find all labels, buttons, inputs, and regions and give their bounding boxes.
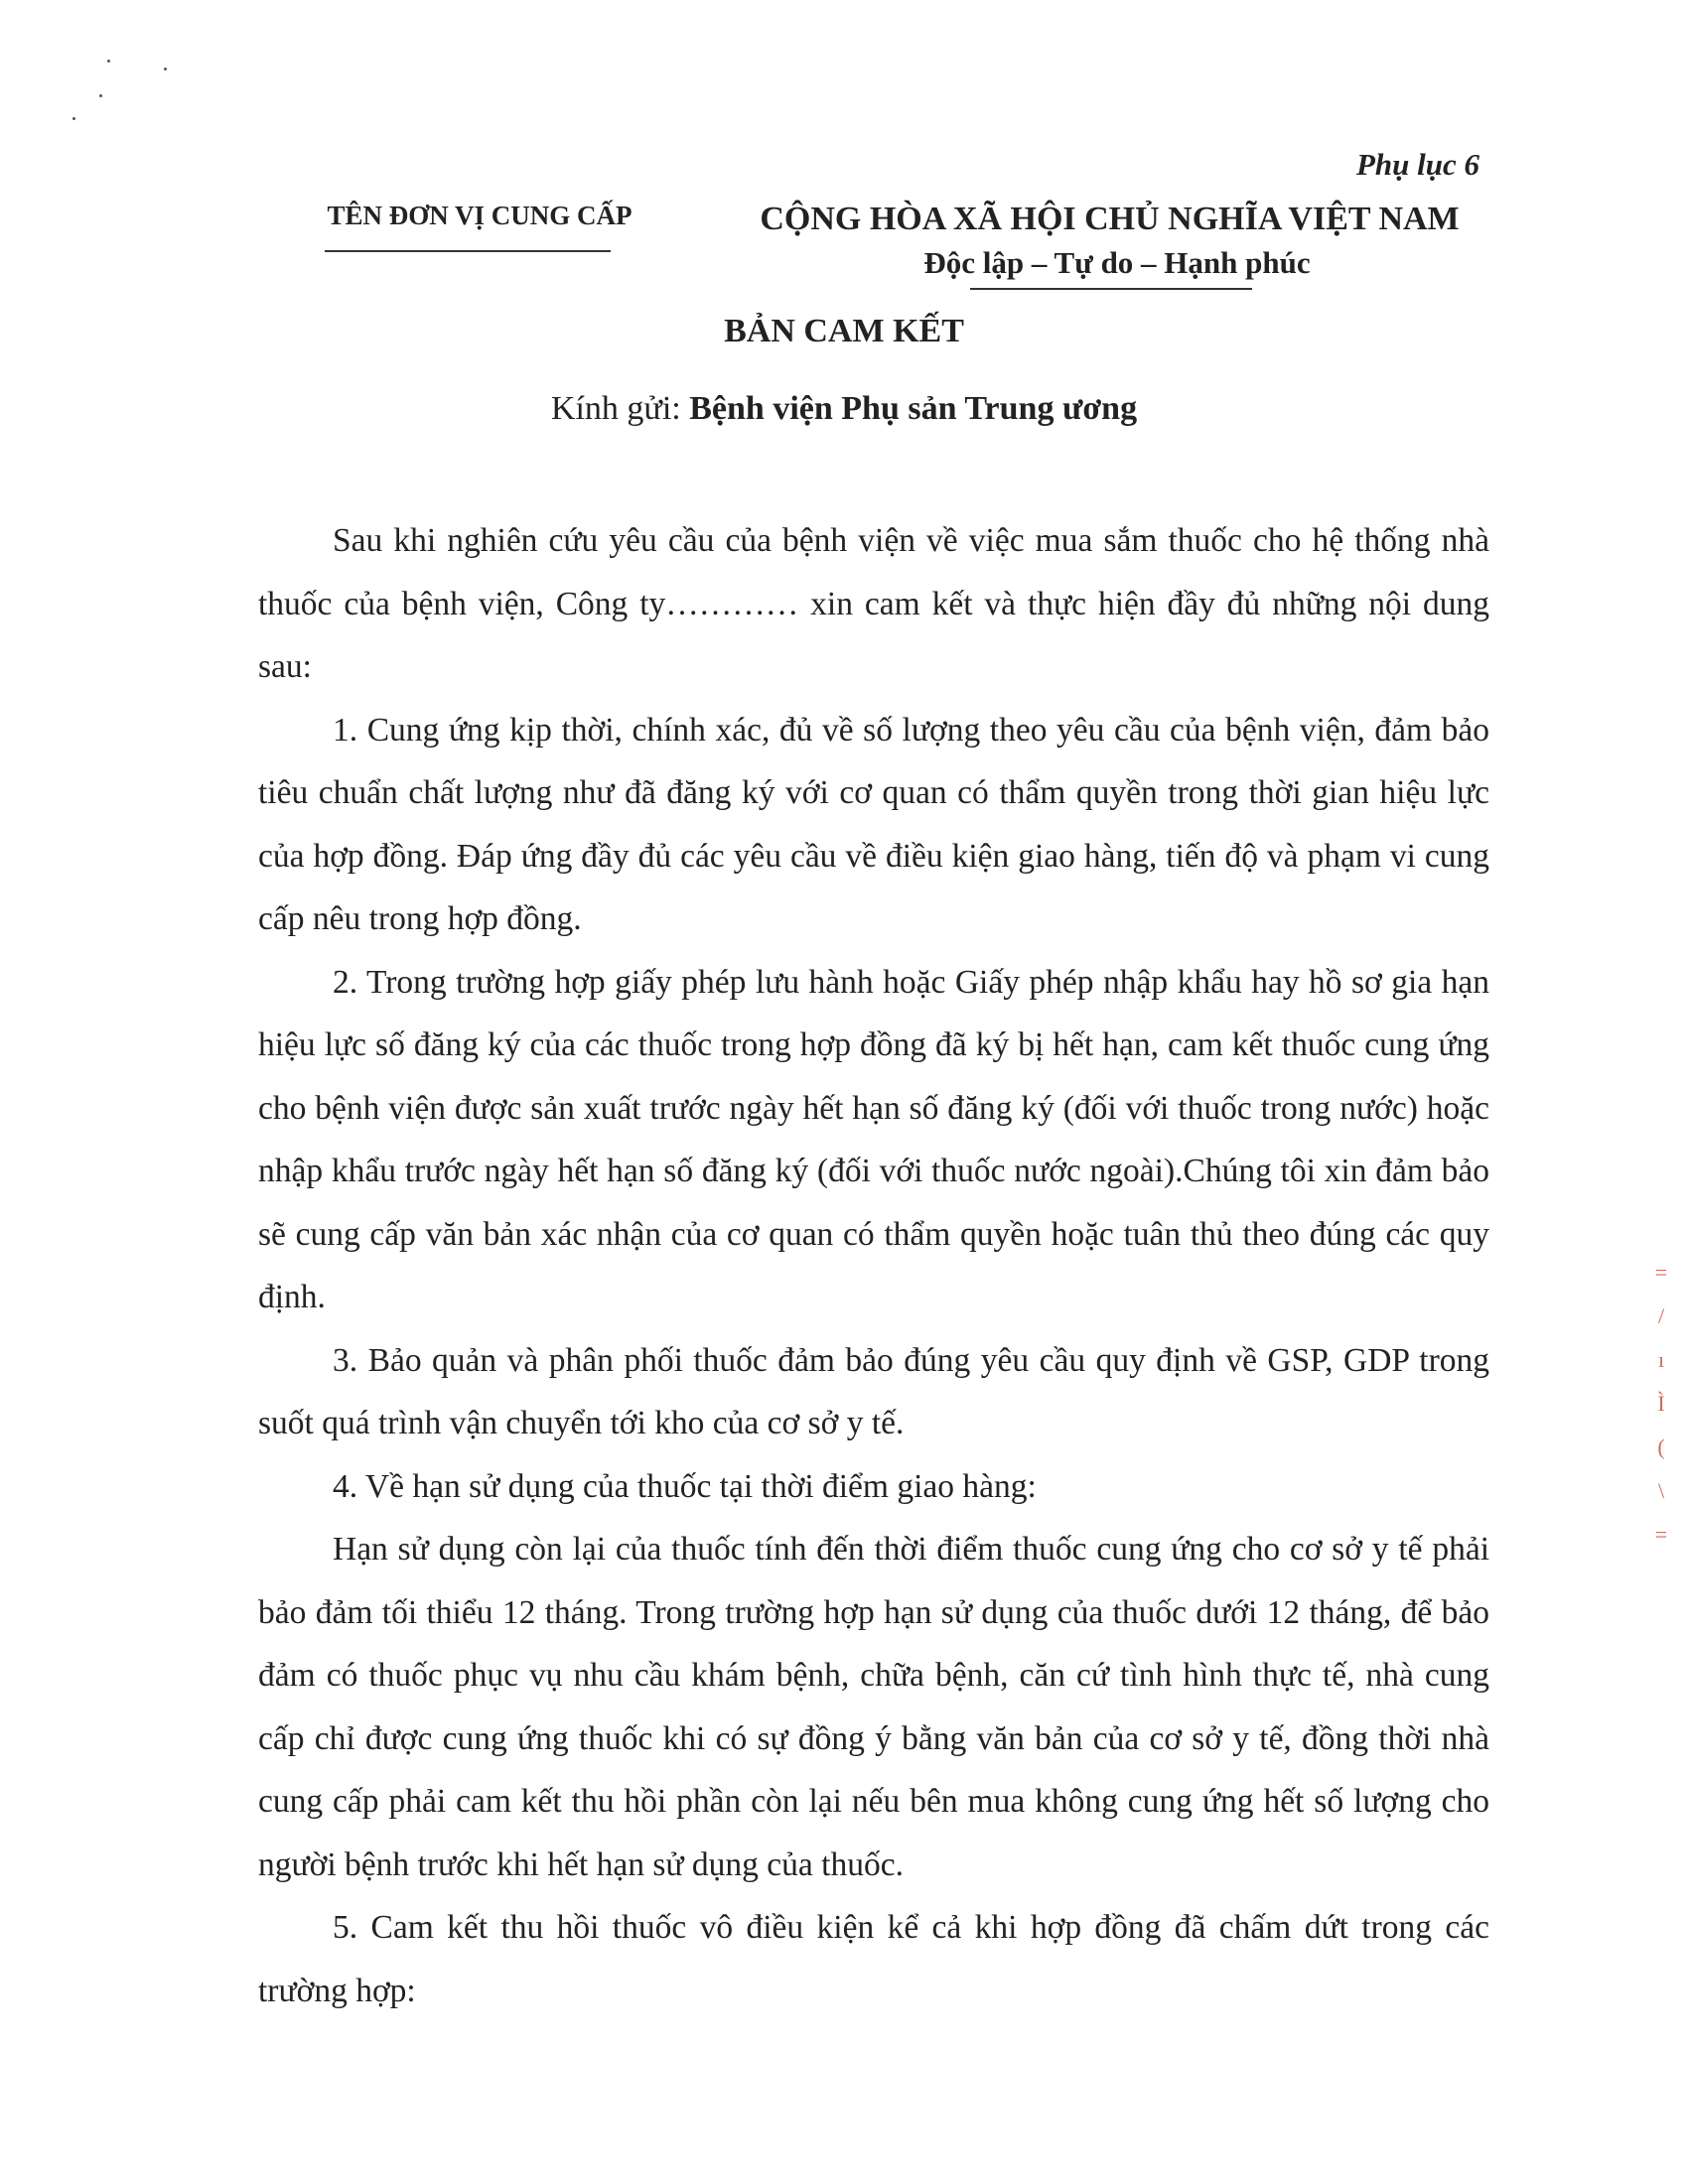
recipient-name: Bệnh viện Phụ sản Trung ương	[689, 390, 1138, 427]
supplier-unit-name: TÊN ĐƠN VỊ CUNG CẤP	[327, 201, 633, 230]
document-title: BẢN CAM KẾT	[724, 313, 964, 349]
scan-speck	[164, 68, 167, 70]
nation-name: CỘNG HÒA XÃ HỘI CHỦ NGHĨA VIỆT NAM	[760, 201, 1460, 237]
annex-label: Phụ lục 6	[1355, 147, 1479, 182]
motto-underline	[970, 288, 1252, 290]
national-motto: Độc lập – Tự do – Hạnh phúc	[923, 245, 1311, 280]
clause-2: 2. Trong trường hợp giấy phép lưu hành hoặc Giấy phép nhập khẩu hay hồ sơ gia hạn hiệu lực số đăng ký của các thuốc trong hợp đồng đã ký bị hết hạn, cam kết thuốc cung ứng cho bệnh viện được sản xuất trước ngày hết hạn số đăng ký (đối với thuốc trong nước) hoặc nhập khẩu trước ngày hết hạn số đăng ký (đối với thuốc nước ngoài).Chúng tôi xin đảm bảo sẽ cung cấp văn bản xác nhận của cơ quan có thẩm quyền hoặc tuân thủ theo đúng các quy định.	[258, 963, 1489, 1315]
clause-5: 5. Cam kết thu hồi thuốc vô điều kiện kể cả khi hợp đồng đã chấm dứt trong các trường hợp:	[258, 1909, 1489, 2009]
supplier-underline	[325, 250, 611, 252]
scan-speck	[72, 117, 75, 120]
clause-4: 4. Về hạn sử dụng của thuốc tại thời điểm giao hàng:	[333, 1467, 1037, 1505]
clause-4-detail: Hạn sử dụng còn lại của thuốc tính đến thời điểm thuốc cung ứng cho cơ sở y tế phải bảo đảm tối thiểu 12 tháng. Trong trường hợp hạn sử dụng của thuốc dưới 12 tháng, để bảo đảm có thuốc phục vụ nhu cầu khám bệnh, chữa bệnh, căn cứ tình hình thực tế, nhà cung cấp chỉ được cung ứng thuốc khi có sự đồng ý bằng văn bản của cơ sở y tế, đồng thời nhà cung cấp phải cam kết thu hồi phần còn lại nếu bên mua không cung ứng hết số lượng cho người bệnh trước khi hết hạn sử dụng của thuốc.	[258, 1531, 1489, 1883]
recipient-line	[0, 390, 1688, 428]
scan-speck	[107, 60, 110, 63]
clause-1: 1. Cung ứng kịp thời, chính xác, đủ về số lượng theo yêu cầu của bệnh viện, đảm bảo tiêu chuẩn chất lượng như đã đăng ký với cơ quan có thẩm quyền trong thời gian hiệu lực của hợp đồng. Đáp ứng đầy đủ các yêu cầu về điều kiện giao hàng, tiến độ và phạm vi cung cấp nêu trong hợp đồng.	[258, 711, 1489, 937]
commitment-body	[258, 509, 1489, 2022]
intro-paragraph: Sau khi nghiên cứu yêu cầu của bệnh viện về việc mua sắm thuốc cho hệ thống nhà thuốc của bệnh viện, Công ty………… xin cam kết và thực hiện đầy đủ những nội dung sau:	[258, 522, 1489, 685]
recipient-prefix: Kính gửi:	[550, 390, 690, 427]
clause-3: 3. Bảo quản và phân phối thuốc đảm bảo đúng yêu cầu quy định về GSP, GDP trong suốt quá trình vận chuyển tới kho của cơ sở y tế.	[258, 1341, 1489, 1441]
scan-speck	[99, 94, 102, 97]
red-stamp-fragment: = / ı Ì ( \ =	[1654, 1260, 1668, 1547]
